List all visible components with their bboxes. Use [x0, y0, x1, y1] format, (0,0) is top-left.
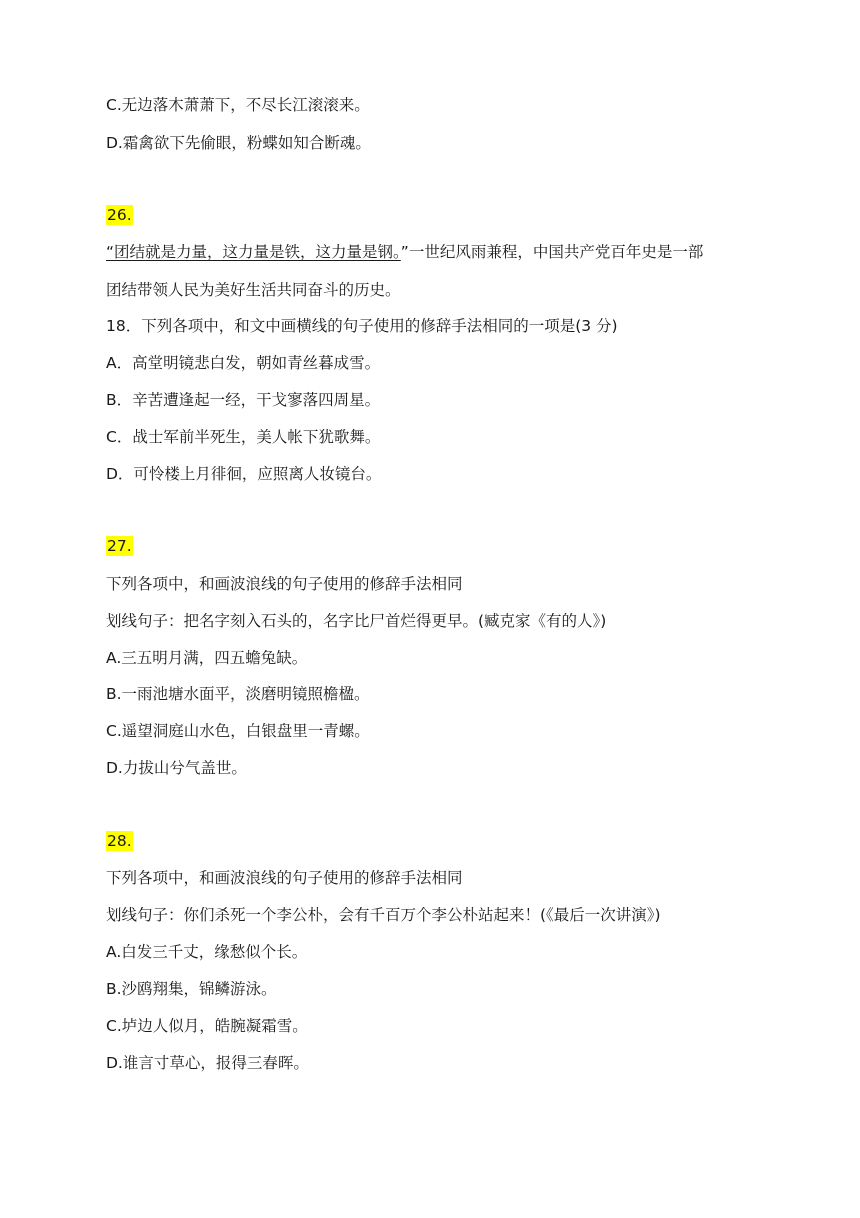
option-b: B．辛苦遭逢起一经，干戈寥落四周星。	[106, 391, 381, 409]
option-b: B.沙鸥翔集，锦鳞游泳。	[106, 980, 277, 998]
option-c: C．战士军前半死生，美人帐下犹歌舞。	[106, 428, 381, 446]
option-d: D.谁言寸草心，报得三春晖。	[106, 1054, 309, 1072]
question-stem: 下列各项中，和画波浪线的句子使用的修辞手法相同	[106, 575, 463, 593]
question-number-27: 27.	[107, 537, 132, 555]
question-number-28: 28.	[107, 832, 132, 850]
question-number-26: 26.	[107, 206, 132, 224]
quoted-sentence: 划线句子：把名字刻入石头的，名字比尸首烂得更早。(臧克家《有的人》)	[106, 612, 607, 630]
question-stem: 18．下列各项中，和文中画横线的句子使用的修辞手法相同的一项是(3 分)	[106, 317, 618, 335]
quoted-sentence: 划线句子：你们杀死一个李公朴，会有千百万个李公朴站起来！(《最后一次讲演》)	[106, 906, 661, 924]
option-c: C.垆边人似月，皓腕凝霜雪。	[106, 1017, 308, 1035]
passage-line-1	[106, 242, 703, 262]
option-d: D.霜禽欲下先偷眼，粉蝶如知合断魂。	[106, 134, 371, 152]
underlined-sentence: “团结就是力量，这力量是铁，这力量是钢。	[106, 243, 401, 261]
option-b: B.一雨池塘水面平，淡磨明镜照檐楹。	[106, 685, 370, 703]
passage-line-2: 团结带领人民为美好生活共同奋斗的历史。	[106, 281, 401, 299]
option-d: D.力拔山兮气盖世。	[106, 759, 247, 777]
option-c: C.无边落木萧萧下，不尽长江滚滚来。	[106, 96, 370, 114]
option-a: A.白发三千丈，缘愁似个长。	[106, 943, 308, 961]
option-a: A.三五明月满，四五蟾兔缺。	[106, 649, 308, 667]
option-a: A．高堂明镜悲白发，朝如青丝暮成雪。	[106, 354, 381, 372]
option-c: C.遥望洞庭山水色，白银盘里一青螺。	[106, 722, 370, 740]
question-stem: 下列各项中，和画波浪线的句子使用的修辞手法相同	[106, 869, 463, 887]
passage-text: ”一世纪风雨兼程，中国共产党百年史是一部	[400, 243, 704, 261]
option-d: D．可怜楼上月徘徊，应照离人妆镜台。	[106, 465, 382, 483]
